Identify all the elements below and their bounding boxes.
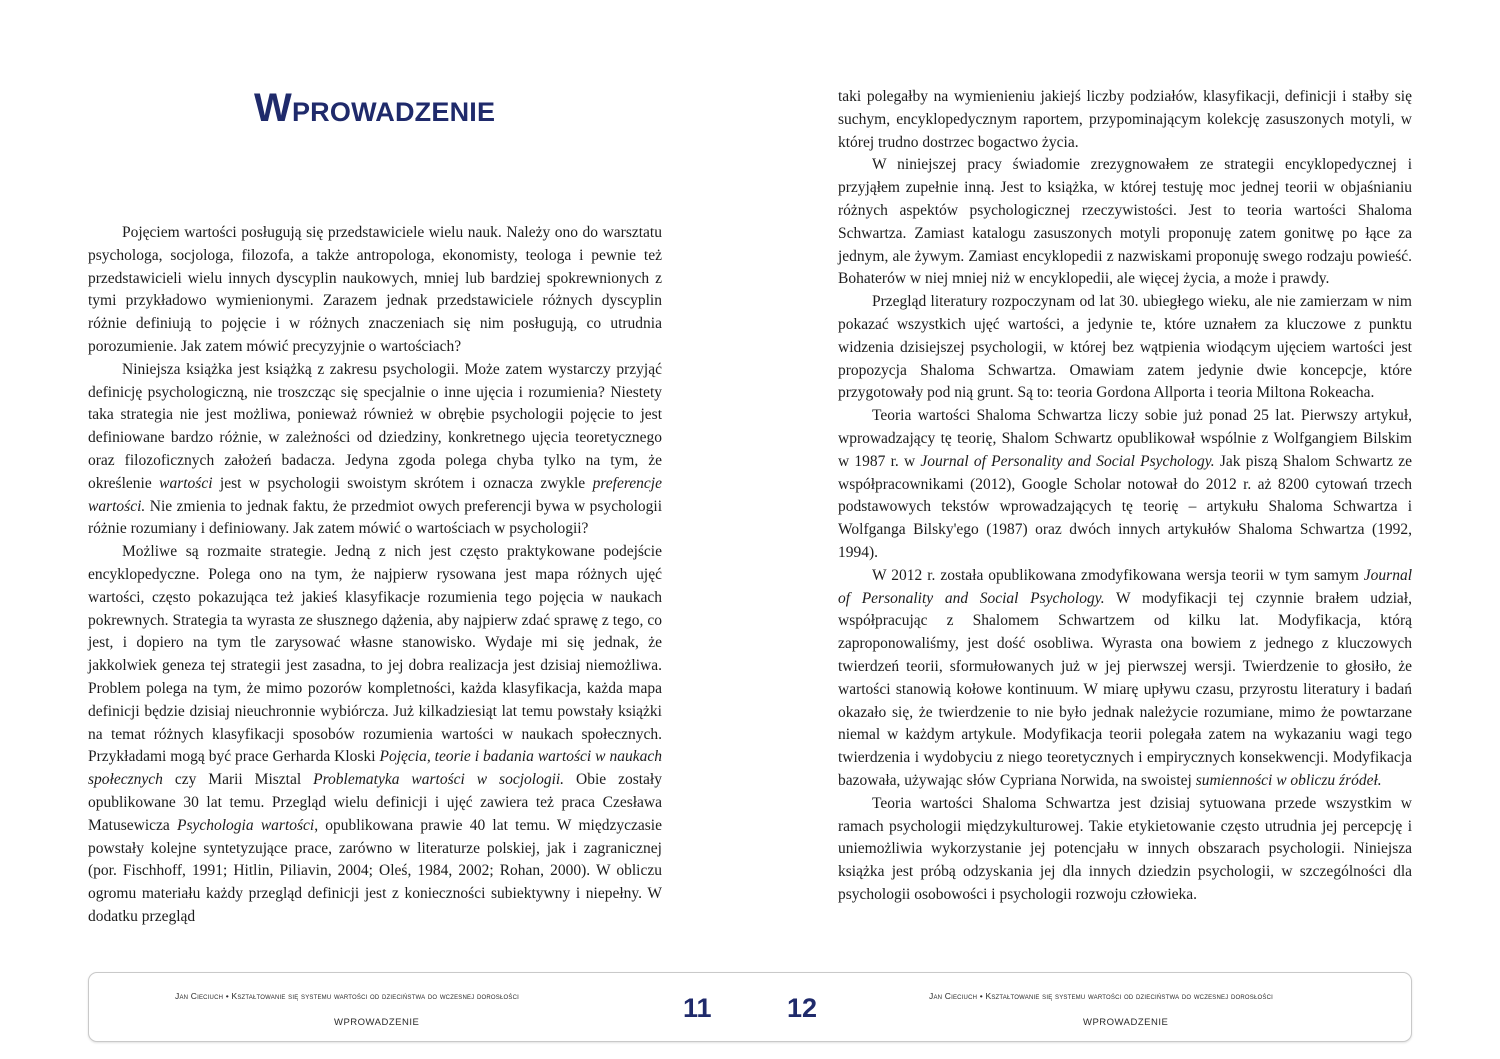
text-run: W niniejszej pracy świadomie zrezygnowałem ze strategii encyklopedycznej i przyjąłem zupełnie inną. Jest to książka, w której testuję moc jednej teorii w objaśnianiu różnych aspektów psychologicznej rzeczywistości. Jest to teoria wartości Shaloma Schwartza. Zamiast katalogu zasuszonych motyli proponuję zatem gonitwę po łące za jednym, ale żywym. Zamiast encyklopedii z nazwiskami proponuję swego rodzaju powieść. Bohaterów w niej mniej niż w encyklopedii, ale więcej życia, a może i prawdy. — [838, 156, 1412, 288]
right-page — [838, 0, 1412, 960]
text-run: czy Marii Misztal — [162, 771, 314, 789]
page-number-right: 12 — [787, 993, 818, 1023]
page-footer — [88, 972, 1412, 1042]
body-paragraph — [838, 291, 1412, 405]
italic-run: Pojęcia, teorie i badania wartości w naukach społecznych — [88, 748, 662, 789]
footer-right-author-line: Jan Cieciuch • Kształtowanie się systemu wartości od dzieciństwa do wczesnej dorosłości — [929, 991, 1273, 1001]
body-paragraph — [88, 222, 662, 359]
text-run: Możliwe są rozmaite strategie. Jedną z nich jest często praktykowane podejście encyklopedyczne. Polega ono na tym, że najpierw rysowana jest mapa różnych ujęć wartości, często pokazująca też jakieś klasyfikacje rozumienia tego pojęcia w naukach pokrewnych. Strategia ta wyrasta ze słusznego dążenia, aby najpierw zdać sprawę z tego, co jest, i dopiero na tym tle zarysować własne stanowisko. Wydaje mi się jednak, że jakkolwiek geneza tej strategii jest zasadna, to jej dobra realizacja jest dzisiaj niemożliwa. Problem polega na tym, że mimo pozorów kompletności, każda klasyfikacja, każda mapa definicji będzie dzisiaj nieuchronnie wybiórcza. Już kilkadziesiąt lat temu powstały książki na temat różnych klasyfikacji sposobów rozumienia wartości w naukach społecznych. Przykładami mogą być prace Gerharda Kloski — [88, 543, 662, 766]
text-run: Pojęciem wartości posługują się przedstawiciele wielu nauk. Należy ono do warsztatu psychologa, socjologa, filozofa, a także antropologa, ekonomisty, teologa i pewnie też przedstawicieli wielu innych dyscyplin naukowych, mniej lub bardziej spokrewnionych z tymi przykładowo wymienionymi. Zarazem jednak przedstawiciele różnych dyscyplin różnie definiują to pojęcie i w różnych znaczeniach się nim posługują, co utrudnia porozumienie. Jak zatem mówić precyzyjnie o wartościach? — [88, 224, 662, 355]
page-number-left: 11 — [683, 993, 712, 1023]
text-run: Nie zmienia to jednak faktu, że przedmiot owych preferencji bywa w psychologii różnie rozumiany i definiowany. Jak zatem mówić o wartościach w psychologii? — [88, 497, 662, 538]
footer-right-section: WPROWADZENIE — [1083, 1017, 1169, 1028]
text-run: Obie zostały opublikowane 30 lat temu. Przegląd wielu definicji i ujęć zawiera też praca Czesława Matusewicza — [88, 771, 662, 834]
italic-run: Psychologia wartości — [176, 816, 315, 834]
italic-run: preferencje wartości. — [88, 474, 662, 515]
text-run: taki polegałby na wymienieniu jakiejś liczby podziałów, klasyfikacji, definicji i stałby się suchym, encyklopedycznym raportem, przypominającym kolekcję zasuszonych motyli, w której trudno dostrzec bogactwo życia. — [838, 88, 1412, 151]
text-run: Jak piszą Shalom Schwartz ze współpracownikami (2012), Google Scholar notował do 2012 r. aż 8200 cytowań trzech podstawowych tekstów wprowadzających tę teorię – artykułu Shaloma Schwartza i Wolfganga Bilsky'ego (1987) oraz dwóch innych artykułów Shaloma Schwartza (1992, 1994). — [838, 452, 1412, 561]
italic-run: sumienności w obliczu źródeł. — [1195, 771, 1382, 789]
body-paragraph — [88, 541, 662, 929]
text-run: Teoria wartości Shaloma Schwartza jest dzisiaj sytuowana przede wszystkim w ramach psychologii międzykulturowej. Takie etykietowanie często utrudnia jej percepcję i uniemożliwia wykorzystanie jej potencjału w innych obszarach psychologii. Niniejsza książka jest próbą odzyskania jej dla innych dziedzin psychologii, w szczególności dla psychologii osobowości i psychologii rozwoju człowieka. — [838, 794, 1412, 903]
body-paragraph — [838, 405, 1412, 565]
text-run: , opublikowana prawie 40 lat temu. W międzyczasie powstały kolejne syntetyzujące prace, zarówno w literaturze polskiej, jak i zagranicznej (por. Fischhoff, 1991; Hitlin, Piliavin, 2004; Oleś, 1984, 2002; Rohan, 2000). W obliczu ogromu materiału każdy przegląd definicji jest z konieczności subiektywny i niepełny. W dodatku przegląd — [88, 816, 662, 925]
body-paragraph — [838, 86, 1412, 154]
body-paragraph — [838, 154, 1412, 291]
italic-run: Journal of Personality and Social Psychology. — [838, 566, 1412, 607]
footer-left-section: WPROWADZENIE — [334, 1017, 420, 1028]
left-page — [88, 0, 662, 960]
body-paragraph — [88, 359, 662, 541]
left-body-text — [88, 222, 662, 929]
text-run: Przegląd literatury rozpoczynam od lat 30. ubiegłego wieku, ale nie zamierzam w nim pokazać wszystkich ujęć wartości, a jedynie te, które uznałem za kluczowe z punktu widzenia dzisiejszej psychologii, w której bez wątpienia wiodącym ujęciem wartości jest propozycja Shaloma Schwartza. Omawiam zatem jedynie dwie koncepcje, które przygotowały pod nią grunt. Są to: teoria Gordona Allporta i teoria Miltona Rokeacha. — [838, 293, 1412, 402]
text-run: jest w psychologii swoistym skrótem i oznacza zwykle — [212, 474, 593, 492]
text-run: W 2012 r. została opublikowana zmodyfikowana wersja teorii w tym samym — [872, 566, 1364, 584]
italic-run: wartości — [159, 474, 213, 492]
text-run: Niniejsza książka jest książką z zakresu psychologii. Może zatem wystarczy przyjąć definicję psychologiczną, nie troszcząc się specjalnie o inne ujęcia i rozumienia? Niestety taka strategia nie jest możliwa, ponieważ również w obrębie psychologii pojęcie to jest definiowane bardzo różnie, w zależności od dziedziny, konkretnego ujęcia teoretycznego oraz filozoficznych założeń badacza. Jedyna zgoda polega chyba tylko na tym, że określenie — [88, 360, 662, 492]
body-paragraph — [838, 793, 1412, 907]
chapter-title-initial: W — [254, 86, 292, 130]
text-run: Teoria wartości Shaloma Schwartza liczy sobie już ponad 25 lat. Pierwszy artykuł, wprowadzający tę teorię, Shalom Schwartz opublikował wspólnie z Wolfgangiem Bilskim w 1987 r. w — [838, 407, 1412, 470]
italic-run: Journal of Personality and Social Psychology. — [920, 452, 1215, 470]
chapter-title — [254, 86, 495, 131]
footer-left-author-line: Jan Cieciuch • Kształtowanie się systemu wartości od dzieciństwa do wczesnej dorosłości — [175, 991, 519, 1001]
chapter-title-rest: PROWADZENIE — [291, 97, 496, 127]
body-paragraph — [838, 565, 1412, 793]
text-run: W modyfikacji tej czynnie brałem udział, współpracując z Shalomem Schwartzem od kilku lat. Modyfikacja, którą zaproponowaliśmy, jest dość osobliwa. Wyrasta ona bowiem z jednego z kluczowych twierdzeń teorii, sformułowanych już w jej pierwszej wersji. Twierdzenie to głosiło, że wartości stanowią kołowe kontinuum. W miarę upływu czasu, przyrostu literatury i badań okazało się, że twierdzenie to nie było jednak należycie rozumiane, mimo że powtarzane niemal w każdym artykule. Modyfikacja teorii polegała zatem na wykazaniu wagi tego twierdzenia i wydobyciu z niego teoretycznych i empirycznych konsekwencji. Modyfikacja bazowała, używając słów Cypriana Norwida, na swoistej — [838, 589, 1412, 789]
right-body-text — [838, 86, 1412, 907]
italic-run: Problematyka wartości w socjologii. — [313, 771, 565, 789]
